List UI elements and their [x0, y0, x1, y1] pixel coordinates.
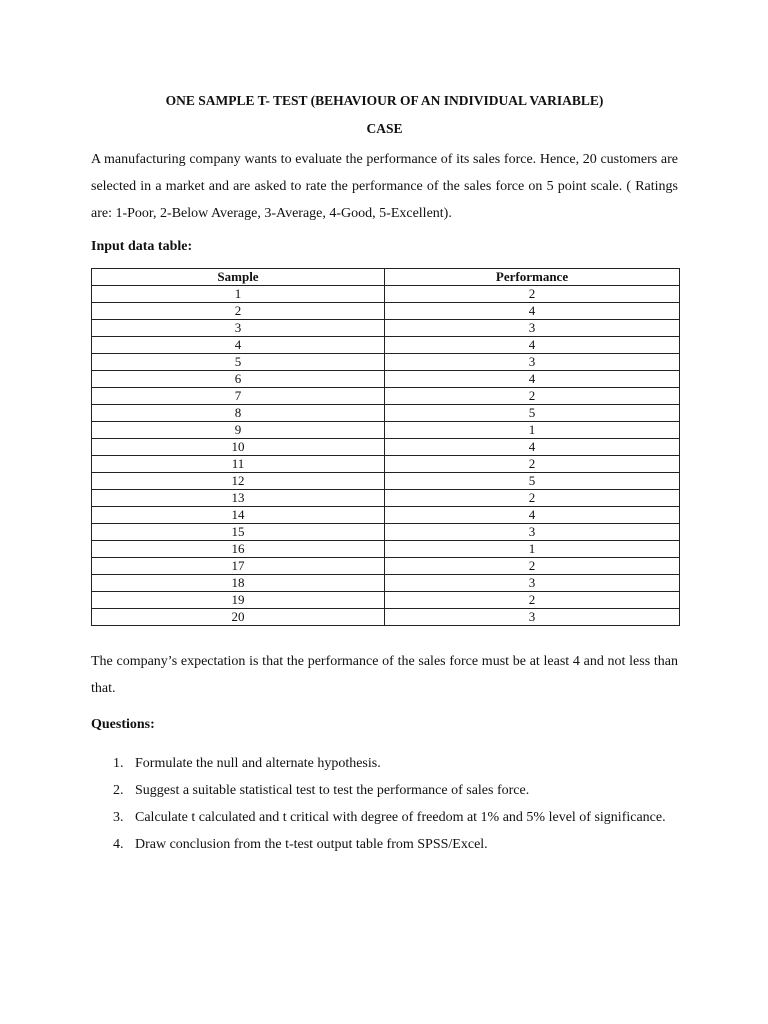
- table-row: [92, 609, 680, 626]
- sample-cell: 18: [92, 575, 385, 592]
- table-row: [92, 507, 680, 524]
- question-number: 4.: [113, 837, 124, 852]
- question-item: [91, 804, 678, 831]
- sample-cell: 20: [92, 609, 385, 626]
- table-row: [92, 354, 680, 371]
- sample-cell: 2: [92, 303, 385, 320]
- sample-cell: 9: [92, 422, 385, 439]
- question-text: Suggest a suitable statistical test to test the performance of sales force.: [135, 783, 530, 798]
- case-heading: CASE: [366, 121, 403, 136]
- table-row: [92, 320, 680, 337]
- table-row: [92, 473, 680, 490]
- document-title: ONE SAMPLE T- TEST (BEHAVIOUR OF AN INDIVIDUAL VARIABLE): [165, 93, 604, 108]
- table-row: [92, 575, 680, 592]
- table-row: [92, 456, 680, 473]
- table-row: [92, 524, 680, 541]
- table-row: [92, 303, 680, 320]
- performance-cell: 3: [385, 609, 680, 626]
- table-header-row: [92, 269, 680, 286]
- performance-cell: 3: [385, 575, 680, 592]
- table-row: [92, 541, 680, 558]
- performance-cell: 3: [385, 354, 680, 371]
- input-table-label: Input data table:: [91, 239, 193, 254]
- column-header-performance: Performance: [385, 269, 680, 286]
- question-text: Draw conclusion from the t-test output table from SPSS/Excel.: [135, 837, 488, 852]
- sample-cell: 12: [92, 473, 385, 490]
- question-number: 2.: [113, 783, 124, 798]
- sample-cell: 11: [92, 456, 385, 473]
- performance-cell: 5: [385, 473, 680, 490]
- question-item: [91, 750, 678, 777]
- table-row: [92, 286, 680, 303]
- performance-cell: 2: [385, 388, 680, 405]
- performance-cell: 3: [385, 320, 680, 337]
- input-data-table: [91, 268, 680, 626]
- sample-cell: 14: [92, 507, 385, 524]
- table-row: [92, 439, 680, 456]
- performance-cell: 4: [385, 507, 680, 524]
- performance-cell: 3: [385, 524, 680, 541]
- intro-paragraph: A manufacturing company wants to evaluate the performance of its sales force. Hence, 20 customers are selected in a market and are asked to rate the performance of the sales force on 5 point scale. ( Ratings are: 1-Poor, 2-Below Average, 3-Average, 4-Good, 5-Excellent).: [91, 152, 678, 221]
- sample-cell: 19: [92, 592, 385, 609]
- expectation-paragraph: The company’s expectation is that the performance of the sales force must be at least 4 and not less than that.: [91, 654, 678, 696]
- sample-cell: 4: [92, 337, 385, 354]
- table-body: [92, 286, 680, 626]
- table-row: [92, 405, 680, 422]
- table-row: [92, 490, 680, 507]
- sample-cell: 5: [92, 354, 385, 371]
- performance-cell: 2: [385, 456, 680, 473]
- performance-cell: 2: [385, 490, 680, 507]
- performance-cell: 4: [385, 303, 680, 320]
- sample-cell: 16: [92, 541, 385, 558]
- table-row: [92, 388, 680, 405]
- table-row: [92, 558, 680, 575]
- sample-cell: 7: [92, 388, 385, 405]
- question-text: Calculate t calculated and t critical with degree of freedom at 1% and 5% level of significance.: [135, 810, 666, 825]
- sample-cell: 3: [92, 320, 385, 337]
- table-row: [92, 592, 680, 609]
- performance-cell: 1: [385, 541, 680, 558]
- table-row: [92, 422, 680, 439]
- question-text: Formulate the null and alternate hypothesis.: [135, 756, 381, 771]
- table-row: [92, 337, 680, 354]
- performance-cell: 5: [385, 405, 680, 422]
- performance-cell: 2: [385, 558, 680, 575]
- sample-cell: 8: [92, 405, 385, 422]
- question-number: 1.: [113, 756, 124, 771]
- sample-cell: 6: [92, 371, 385, 388]
- sample-cell: 10: [92, 439, 385, 456]
- performance-cell: 4: [385, 371, 680, 388]
- performance-cell: 4: [385, 337, 680, 354]
- questions-list: [91, 750, 678, 858]
- question-item: [91, 777, 678, 804]
- question-item: [91, 831, 678, 858]
- sample-cell: 13: [92, 490, 385, 507]
- table-row: [92, 371, 680, 388]
- questions-heading: Questions:: [91, 717, 155, 732]
- sample-cell: 1: [92, 286, 385, 303]
- question-number: 3.: [113, 810, 124, 825]
- sample-cell: 15: [92, 524, 385, 541]
- performance-cell: 2: [385, 592, 680, 609]
- performance-cell: 4: [385, 439, 680, 456]
- performance-cell: 1: [385, 422, 680, 439]
- sample-cell: 17: [92, 558, 385, 575]
- column-header-sample: Sample: [92, 269, 385, 286]
- performance-cell: 2: [385, 286, 680, 303]
